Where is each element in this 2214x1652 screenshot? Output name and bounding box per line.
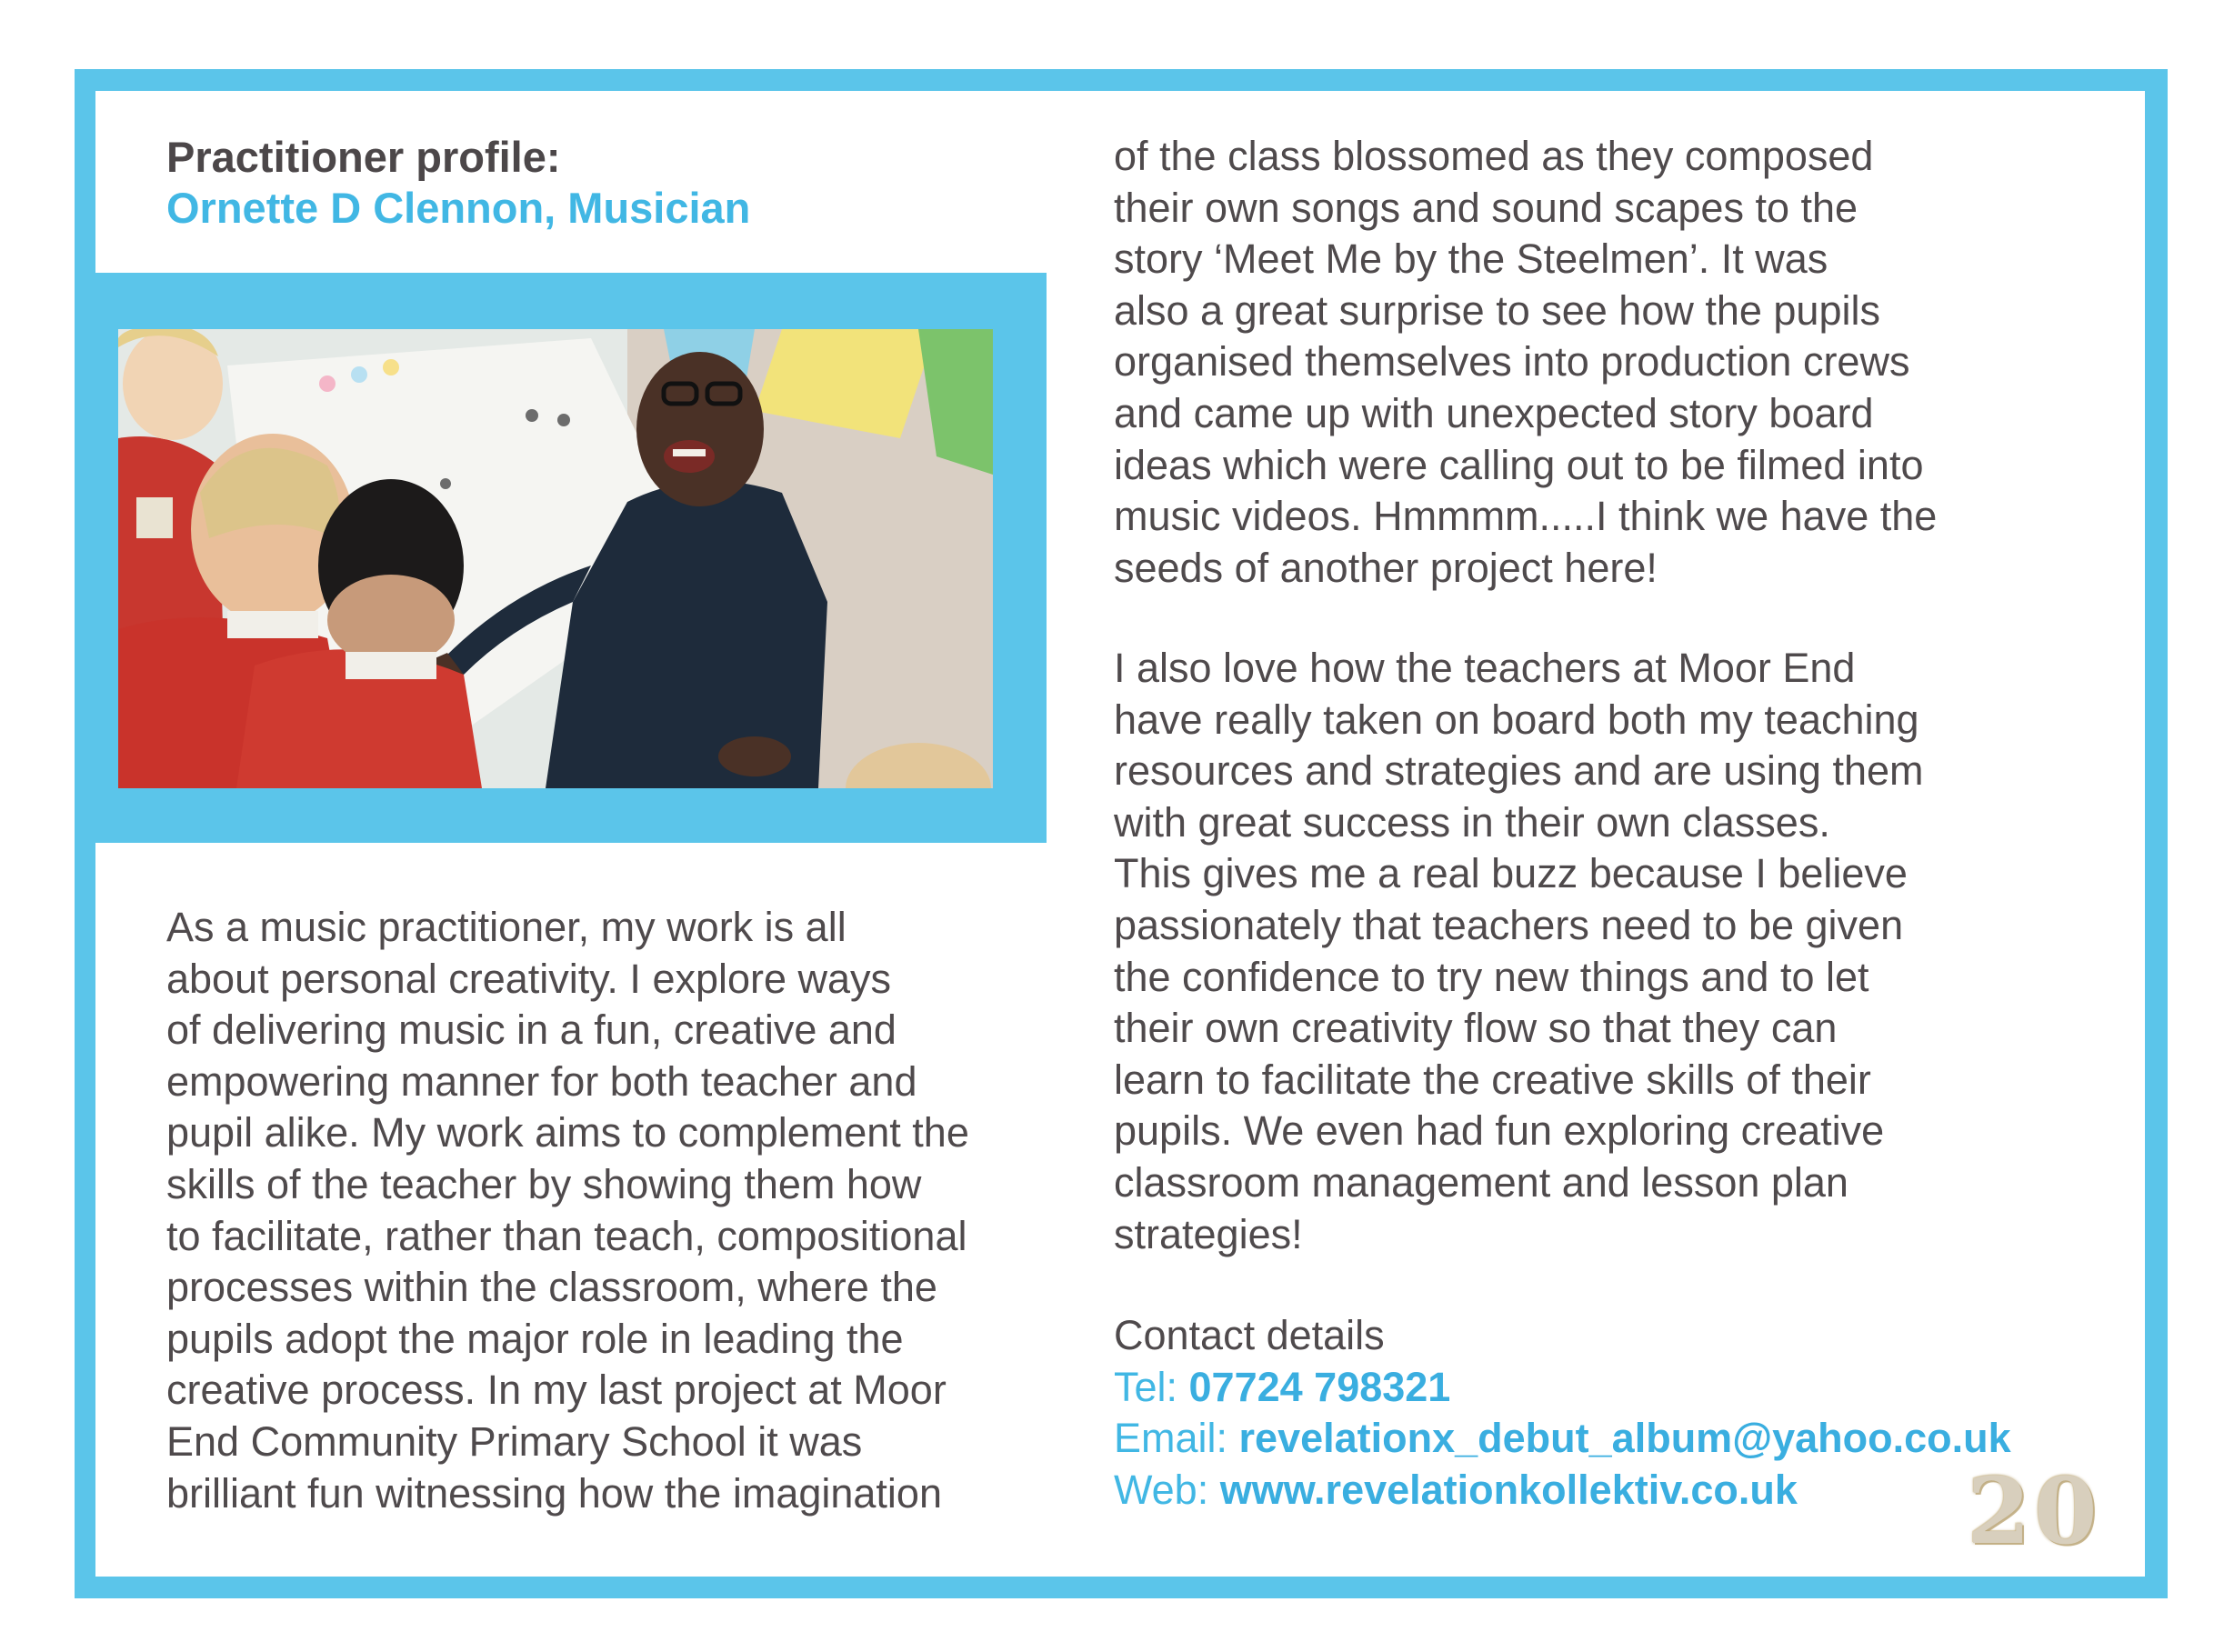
email-link[interactable]: revelationx_debut_album@yahoo.co.uk (1238, 1415, 2011, 1462)
profile-heading (166, 132, 985, 234)
web-label: Web: (1114, 1466, 1220, 1513)
profile-label: Practitioner profile: (166, 133, 561, 181)
classroom-photo (118, 329, 993, 788)
practitioner-name: Ornette D Clennon, Musician (166, 184, 751, 232)
column1-paragraph: As a music practitioner, my work is all about personal creativity. I explore ways of delivering music in a fun, creative and empowering manner for both teacher and pupil alike. My work aims to complement the skills of the teacher by showing them how to facilitate, rather than teach, compositional processes within the classroom, where the pupils adopt the major role in leading the creative process. In my last project at Moor End Community Primary School it was brilliant fun witnessing how the imagination (166, 904, 969, 1517)
email-label: Email: (1114, 1415, 1239, 1462)
tel-label: Tel: (1114, 1363, 1189, 1410)
web-link[interactable]: www.revelationkollektiv.co.uk (1219, 1466, 1798, 1513)
column2-paragraph-1: of the class blossomed as they composed their own songs and sound scapes to the story ‘Meet Me by the Steelmen’. It was also a great surprise to see how the pupils organised themselves into production crews and came up with unexpected story board ideas which were calling out to be filmed into music videos. Hmmmm.....I think we have the seeds of another project here! (1114, 133, 1938, 591)
page-number: 20 (1967, 1457, 2101, 1565)
tel-line (1114, 1362, 2169, 1414)
tel-number[interactable]: 07724 798321 (1188, 1363, 1451, 1410)
contact-heading: Contact details (1114, 1312, 1385, 1358)
column2-paragraph-2: I also love how the teachers at Moor End have really taken on board both my teaching resources and strategies and are using them with great success in their own classes. This gives me a real buzz because I believe passionately that teachers need to be given the confidence to try new things and to let their own creativity flow so that they can learn to facilitate the creative skills of their pupils. We even had fun exploring creative classroom management and lesson plan strategies! (1114, 645, 1924, 1257)
